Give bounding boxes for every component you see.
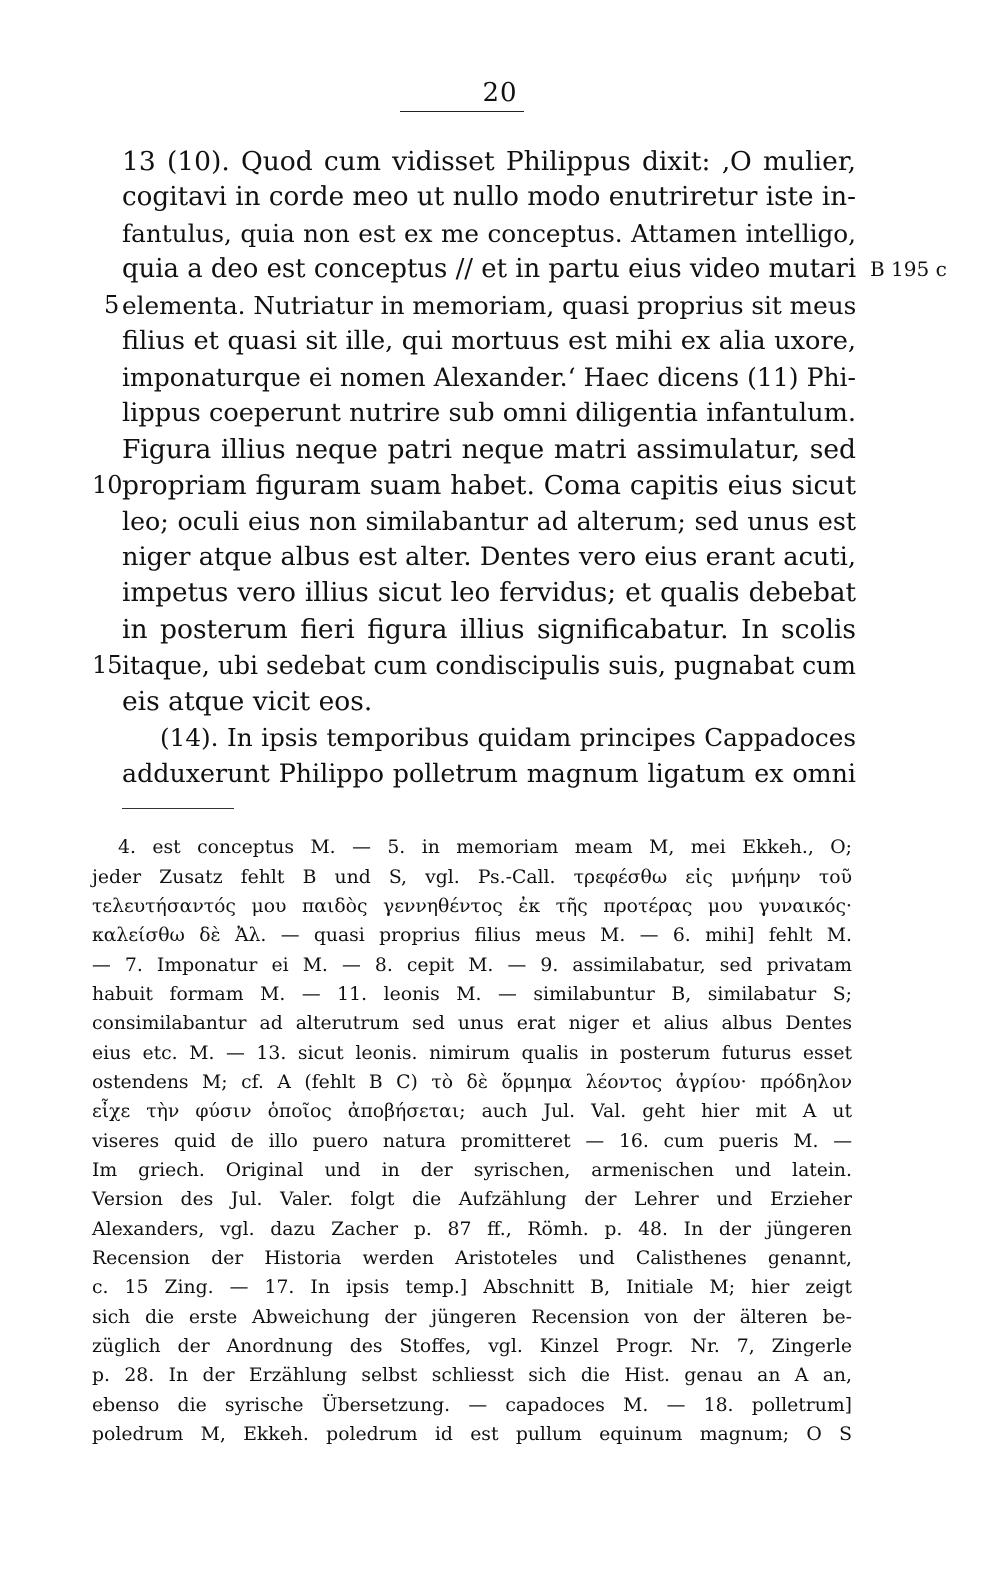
main-text-line: cogitavi in corde meo ut nullo modo enutriretur iste in-	[122, 182, 856, 212]
main-text-line: Figura illius neque patri neque matri assimulatur, sed	[122, 434, 856, 465]
main-text-line: propriam figuram suam habet. Coma capitis eius sicut	[122, 470, 856, 501]
footnote-line: ostendens M; cf. A (fehlt B C) τὸ δὲ ὅρμημα λέοντος ἀγρίου· πρόδηλον	[92, 1072, 852, 1093]
footnote-line: Version des Jul. Valer. folgt die Aufzählung der Lehrer und Erzieher	[92, 1189, 852, 1210]
footnote-line: Im griech. Original und in der syrischen, armenischen und latein.	[92, 1160, 852, 1181]
main-text-line: 13 (10). Quod cum vidisset Philippus dixit: ‚O mulier,	[122, 146, 856, 177]
footnote-line: εἶχε τὴν φύσιν ὁποῖος ἀποβήσεται; auch Jul. Val. geht hier mit A ut	[92, 1101, 852, 1122]
main-text-line: itaque, ubi sedebat cum condiscipulis suis, pugnabat cum	[122, 651, 856, 680]
footnote-line: züglich der Anordnung des Stoffes, vgl. Kinzel Progr. Nr. 7, Zingerle	[92, 1336, 852, 1357]
main-text-line: leo; oculi eius non similabantur ad alterum; sed unus est	[122, 507, 856, 536]
page-number: 20	[482, 78, 518, 108]
main-text-line: impetus vero illius sicut leo fervidus; et qualis debebat	[122, 578, 856, 608]
main-text-line: quia a deo est conceptus // et in partu eius video mutari	[122, 254, 857, 284]
main-text-line: niger atque albus est alter. Dentes vero eius erant acuti,	[122, 542, 856, 572]
footnote-line: habuit formam M. — 11. leonis M. — similabuntur B, similabatur S;	[92, 984, 852, 1005]
footnote-line: Alexanders, vgl. dazu Zacher p. 87 ff., Römh. p. 48. In der jüngeren	[92, 1219, 852, 1240]
main-text-line: adduxerunt Philippo polletrum magnum ligatum ex omni	[122, 759, 856, 788]
footnote-line: jeder Zusatz fehlt B und S, vgl. Ps.-Call. τρεφέσθω εἰς μνήμην τοῦ	[92, 867, 852, 888]
footnote-line: sich die erste Abweichung der jüngeren Recension von der älteren be-	[92, 1307, 852, 1328]
main-text-line: lippus coeperunt nutrire sub omni diligentia infantulum.	[122, 398, 856, 428]
line-number: 15	[92, 651, 123, 679]
main-text-line: elementa. Nutriatur in memoriam, quasi proprius sit meus	[122, 291, 857, 320]
main-text-line: fantulus, quia non est ex me conceptus. Attamen intelligo,	[122, 219, 856, 248]
margin-reference: B 195 c	[870, 257, 947, 281]
main-text-line: filius et quasi sit ille, qui mortuus est mihi ex alia uxore,	[122, 326, 856, 356]
main-text-line: in posterum fieri figura illius significabatur. In scolis	[122, 614, 856, 645]
header-rule	[400, 111, 524, 112]
main-text-line: (14). In ipsis temporibus quidam principes Cappadoces	[160, 723, 856, 752]
footnote-line: consimilabantur ad alterutrum sed unus erat niger et alius albus Dentes	[92, 1013, 852, 1034]
footnote-line: καλείσθω δὲ Ἀλ. — quasi proprius filius meus M. — 6. mihi] fehlt M.	[92, 925, 852, 946]
footnote-line: poledrum M, Ekkeh. poledrum id est pullum equinum magnum; O S	[92, 1424, 852, 1445]
line-number: 10	[92, 471, 123, 499]
footnote-line: ebenso die syrische Übersetzung. — capadoces M. — 18. polletrum]	[92, 1395, 852, 1416]
line-number: 5	[104, 291, 120, 319]
footnote-line: τελευτήσαντός μου παιδὸς γεννηθέντος ἐκ τῆς προτέρας μου γυναικός·	[92, 896, 852, 917]
footnote-line: 4. est conceptus M. — 5. in memoriam meam M, mei Ekkeh., O;	[118, 837, 852, 858]
main-text-line: eis atque vicit eos.	[122, 686, 373, 717]
footnote-line: c. 15 Zing. — 17. In ipsis temp.] Abschnitt B, Initiale M; hier zeigt	[92, 1277, 852, 1298]
footnote-rule	[122, 808, 234, 809]
footnote-line: viseres quid de illo puero natura promitteret — 16. cum pueris M. —	[92, 1131, 852, 1152]
main-text-line: imponaturque ei nomen Alexander.‘ Haec dicens (11) Phi-	[122, 363, 856, 392]
footnote-line: eius etc. M. — 13. sicut leonis. nimirum qualis in posterum futurus esset	[92, 1043, 852, 1064]
footnote-line: Recension der Historia werden Aristoteles und Calisthenes genannt,	[92, 1248, 852, 1269]
footnote-line: — 7. Imponatur ei M. — 8. cepit M. — 9. assimilabatur, sed privatam	[92, 955, 852, 976]
footnote-line: p. 28. In der Erzählung selbst schliesst sich die Hist. genau an A an,	[92, 1365, 852, 1386]
